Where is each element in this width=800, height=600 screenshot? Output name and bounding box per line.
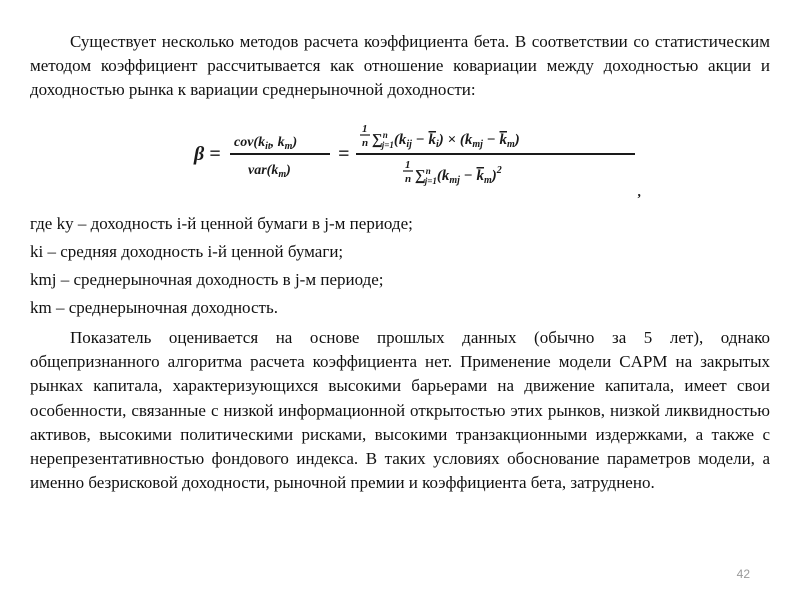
formula-var: $var(k_m)$ xyxy=(248,163,291,180)
svg-text:n: n xyxy=(405,173,412,185)
formula-num-one: 1 xyxy=(362,123,368,135)
formula-equals: = xyxy=(338,143,350,165)
formula-lhs: β = xyxy=(194,143,221,165)
intro-paragraph: Существует несколько методов расчета коэффициента бета. В соответствии со статистическим методом коэффициент рассчитывается как отношение ковариации между доходностью акции и доходностью рынка к вариации среднерыночной доходности: xyxy=(30,32,770,100)
formula-den-one: 1 xyxy=(405,159,411,171)
svg-text:n: n xyxy=(362,137,369,149)
definitions-list xyxy=(30,210,770,322)
formula-cov: $cov(k_{it}$, $k_m$) xyxy=(234,135,298,152)
definition-item: kmj – среднерыночная доходность в j-м периоде; xyxy=(30,270,384,289)
formula-den-sum: ∑$^n$ $j=1(k_{mj} - k_m)^2$ xyxy=(415,165,502,186)
beta-formula-svg xyxy=(190,120,650,200)
page-number: 42 xyxy=(736,567,750,581)
formula-num-sum: ∑$^n$ $j=1(k_{ij} - k_i) \times (k_{mj} - k_m)$ xyxy=(372,130,520,150)
beta-formula xyxy=(190,120,650,200)
definition-item: ki – средняя доходность i-й ценной бумаги; xyxy=(30,242,344,261)
main-paragraph: Показатель оценивается на основе прошлых данных (обычно за 5 лет), однако общепризнанного алгоритма расчета коэффициента нет. Применение модели CAPM на закрытых рынках капитала, характеризующихся высокими барьерами на движение капитала, имеет свои особенности, связанные с низкой информационной открытостью этих рынков, низкой ликвидностью активов, высокими политическими рисками, высокими транзакционными издержками, а также с нерепрезентативностью фондового индекса. В таких условиях обоснование параметров модели, а именно безрисковой доходности, рыночной премии и коэффициента бета, затруднено. xyxy=(30,328,770,493)
formula-trailing-comma: , xyxy=(638,185,642,200)
definition-item: где ky – доходность i-й ценной бумаги в j-м периоде; xyxy=(30,214,413,233)
definition-item: km – среднерыночная доходность. xyxy=(30,298,278,317)
